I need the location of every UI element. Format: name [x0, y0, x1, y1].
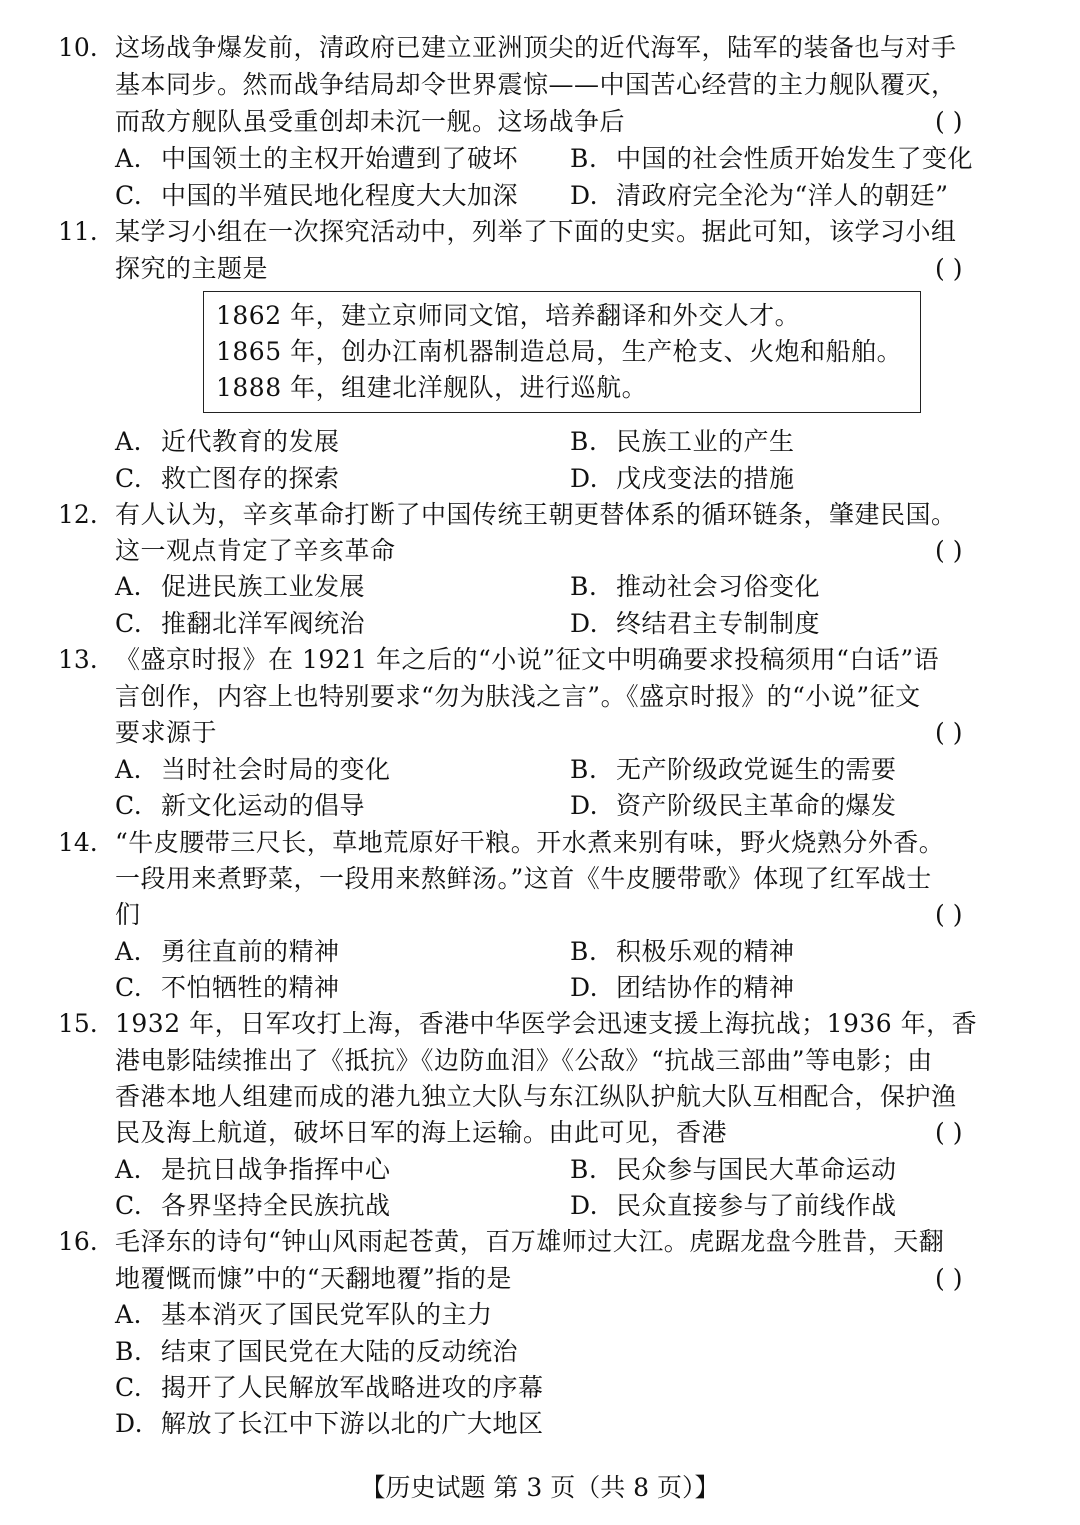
answer-parentheses: ( )	[935, 536, 963, 565]
option-c: C. 推翻北洋军阀统治	[115, 609, 366, 638]
question-number: 16.	[58, 1227, 98, 1256]
question-stem-line: 言创作，内容上也特别要求“勿为肤浅之言”。《盛京时报》的“小说”征文	[115, 682, 921, 711]
answer-parentheses: ( )	[935, 718, 963, 747]
answer-parentheses: ( )	[935, 107, 963, 136]
fact-line: 1862 年，建立京师同文馆，培养翻译和外交人才。	[216, 301, 801, 330]
option-b: B. 积极乐观的精神	[570, 937, 795, 966]
answer-parentheses: ( )	[935, 1264, 963, 1293]
question-stem-line: 港电影陆续推出了《抵抗》《边防血泪》《公敌》“抗战三部曲”等电影；由	[115, 1046, 933, 1075]
question-number: 13.	[58, 645, 98, 674]
fact-line: 1888 年，组建北洋舰队，进行巡航。	[216, 373, 648, 402]
option-d: D. 解放了长江中下游以北的广大地区	[115, 1409, 544, 1438]
question-stem-line: 而敌方舰队虽受重创却未沉一舰。这场战争后	[115, 107, 626, 136]
question-stem-line: 这场战争爆发前，清政府已建立亚洲顶尖的近代海军，陆军的装备也与对手	[115, 33, 957, 62]
option-c: C. 中国的半殖民地化程度大大加深	[115, 181, 519, 210]
option-c: C. 揭开了人民解放军战略进攻的序幕	[115, 1373, 544, 1402]
option-a: A. 近代教育的发展	[115, 427, 340, 456]
option-d: D. 终结君主专制制度	[570, 609, 821, 638]
question-stem-line: 1932 年，日军攻打上海，香港中华医学会迅速支援上海抗战；1936 年，香	[115, 1009, 978, 1038]
option-c: C. 新文化运动的倡导	[115, 791, 366, 820]
option-b: B. 中国的社会性质开始发生了变化	[570, 144, 974, 173]
option-a: A. 中国领土的主权开始遭到了破坏	[115, 144, 519, 173]
question-stem-line: 《盛京时报》在 1921 年之后的“小说”征文中明确要求投稿须用“白话”语	[115, 645, 940, 674]
option-c: C. 救亡图存的探索	[115, 464, 340, 493]
option-a: A. 勇往直前的精神	[115, 937, 340, 966]
page-footer: 【历史试题 第 3 页（共 8 页）】	[360, 1473, 720, 1502]
question-stem-line: 这一观点肯定了辛亥革命	[115, 536, 396, 565]
question-number: 10.	[58, 33, 98, 62]
option-b: B. 无产阶级政党诞生的需要	[570, 755, 897, 784]
question-number: 12.	[58, 500, 98, 529]
question-stem-line: 香港本地人组建而成的港九独立大队与东江纵队护航大队互相配合，保护渔	[115, 1082, 957, 1111]
question-number: 11.	[58, 217, 98, 246]
question-number: 15.	[58, 1009, 98, 1038]
question-stem-line: 地覆慨而慷”中的“天翻地覆”指的是	[115, 1264, 512, 1293]
fact-line: 1865 年，创办江南机器制造总局，生产枪支、火炮和船舶。	[216, 337, 903, 366]
option-b: B. 民众参与国民大革命运动	[570, 1155, 897, 1184]
option-b: B. 民族工业的产生	[570, 427, 795, 456]
option-c: C. 各界坚持全民族抗战	[115, 1191, 391, 1220]
question-stem-line: 要求源于	[115, 718, 218, 747]
option-d: D. 团结协作的精神	[570, 973, 795, 1002]
question-stem-line: 们	[115, 900, 141, 929]
question-stem-line: 毛泽东的诗句“钟山风雨起苍黄，百万雄师过大江。虎踞龙盘今胜昔，天翻	[115, 1227, 945, 1256]
answer-parentheses: ( )	[935, 1118, 963, 1147]
option-a: A. 是抗日战争指挥中心	[115, 1155, 391, 1184]
option-d: D. 清政府完全沦为“洋人的朝廷”	[570, 181, 949, 210]
option-d: D. 民众直接参与了前线作战	[570, 1191, 897, 1220]
option-c: C. 不怕牺牲的精神	[115, 973, 340, 1002]
question-stem-line: 基本同步。然而战争结局却令世界震惊——中国苦心经营的主力舰队覆灭，	[115, 70, 957, 99]
question-stem-line: “牛皮腰带三尺长，草地荒原好干粮。开水煮来别有味，野火烧熟分外香。	[115, 828, 945, 857]
option-b: B. 推动社会习俗变化	[570, 572, 821, 601]
option-a: A. 促进民族工业发展	[115, 572, 366, 601]
option-a: A. 基本消灭了国民党军队的主力	[115, 1300, 493, 1329]
answer-parentheses: ( )	[935, 254, 963, 283]
question-stem-line: 探究的主题是	[115, 254, 269, 283]
historical-facts-box	[203, 291, 921, 413]
question-stem-line: 有人认为，辛亥革命打断了中国传统王朝更替体系的循环链条，肇建民国。	[115, 500, 957, 529]
option-a: A. 当时社会时局的变化	[115, 755, 391, 784]
answer-parentheses: ( )	[935, 900, 963, 929]
option-d: D. 戊戌变法的措施	[570, 464, 795, 493]
question-stem-line: 民及海上航道，破坏日军的海上运输。由此可见，香港	[115, 1118, 728, 1147]
option-b: B. 结束了国民党在大陆的反动统治	[115, 1337, 519, 1366]
option-d: D. 资产阶级民主革命的爆发	[570, 791, 897, 820]
question-stem-line: 一段用来煮野菜，一段用来熬鲜汤。”这首《牛皮腰带歌》体现了红军战士	[115, 864, 932, 893]
question-stem-line: 某学习小组在一次探究活动中，列举了下面的史实。据此可知，该学习小组	[115, 217, 957, 246]
question-number: 14.	[58, 828, 98, 857]
